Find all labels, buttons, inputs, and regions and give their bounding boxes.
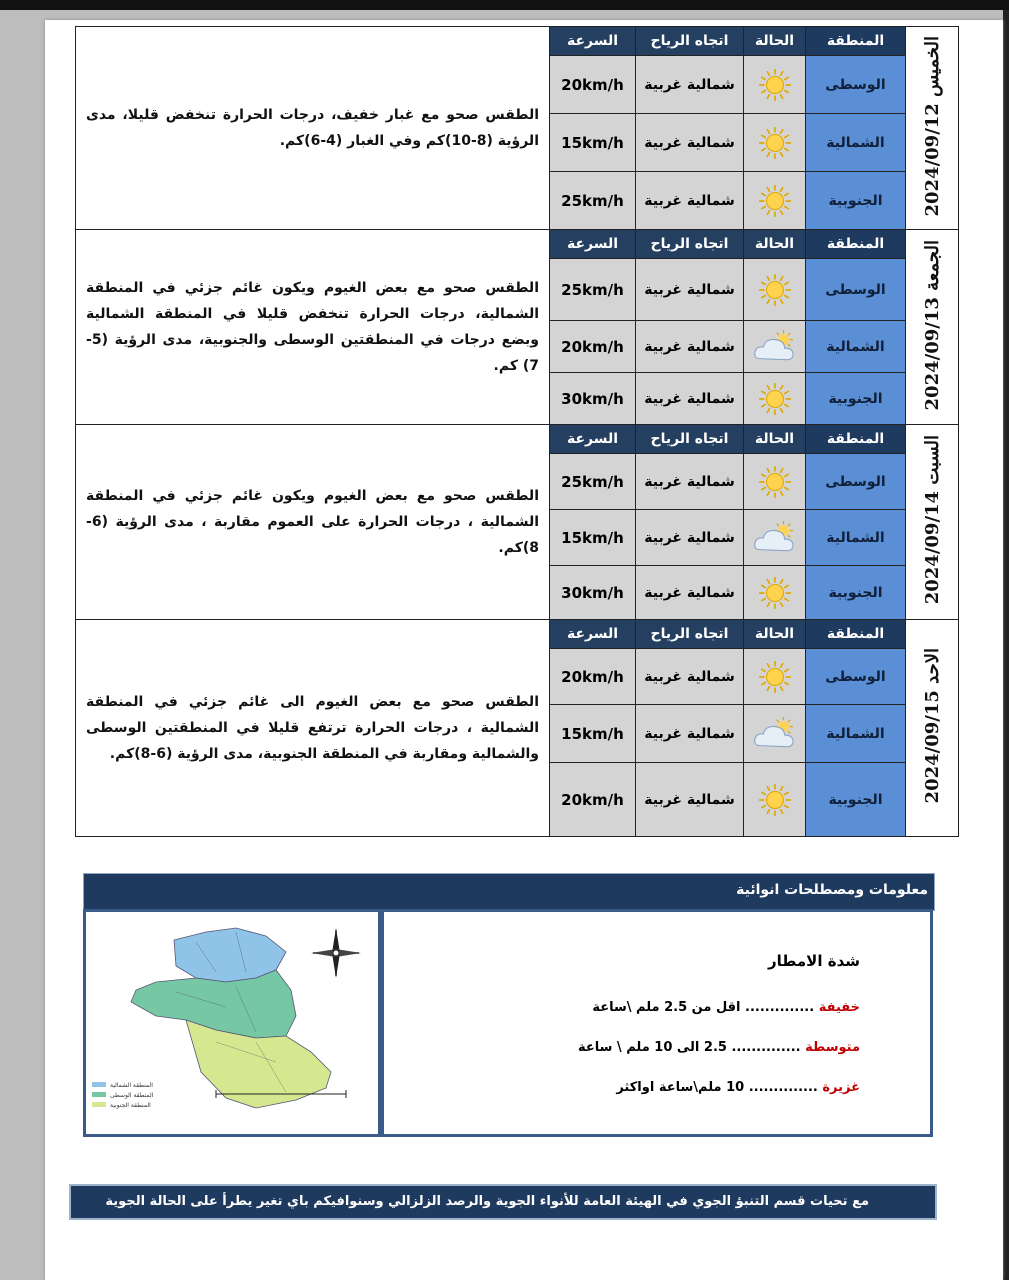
map-legend-middle: المنطقة الوسطى (110, 1092, 154, 1099)
rain-intensity-title: شدة الامطار (768, 952, 860, 970)
region-name: الوسطى (806, 649, 906, 705)
footer-banner (69, 1184, 937, 1220)
forecast-table (75, 26, 959, 837)
sun-icon (744, 56, 806, 114)
wind-speed: 30km/h (550, 373, 636, 425)
header-speed: السرعة (550, 27, 636, 56)
day-date: السبت 2024/09/14 (906, 425, 959, 620)
wind-speed: 25km/h (550, 259, 636, 321)
header-condition: الحالة (744, 27, 806, 56)
wind-direction: شمالية غربية (636, 56, 744, 114)
header-wind-direction: اتجاه الرياح (636, 620, 744, 649)
day-description: الطقس صحو مع بعض الغيوم ويكون غائم جزئي في المنطقة الشمالية، درجات الحرارة تنخفض قليلا في المنطقة الشمالية وبضع درجات في المنطقتين الوسطى والجنوبية، مدى الرؤية (5-7) كم. (76, 230, 550, 425)
right-edge (1003, 10, 1009, 1280)
top-edge (0, 0, 1009, 10)
region-name: الوسطى (806, 259, 906, 321)
wind-speed: 15km/h (550, 705, 636, 763)
region-name: الجنوبية (806, 373, 906, 425)
header-speed: السرعة (550, 230, 636, 259)
region-name: الجنوبية (806, 566, 906, 620)
wind-direction: شمالية غربية (636, 454, 744, 510)
info-band (83, 873, 935, 911)
wind-speed: 20km/h (550, 56, 636, 114)
partly-cloudy-icon (744, 321, 806, 373)
sun-icon (744, 373, 806, 425)
wind-speed: 20km/h (550, 763, 636, 837)
sun-icon (744, 114, 806, 172)
term-moderate: متوسطة .............. 2.5 الى 10 ملم \ ساعة (577, 1040, 860, 1055)
document-page (45, 20, 1003, 1280)
day-header-row (76, 620, 959, 649)
day-date: الجمعة 2024/09/13 (906, 230, 959, 425)
header-wind-direction: اتجاه الرياح (636, 425, 744, 454)
header-region: المنطقة (806, 230, 906, 259)
region-name: الوسطى (806, 454, 906, 510)
wind-speed: 30km/h (550, 566, 636, 620)
day-description: الطقس صحو مع بعض الغيوم ويكون غائم جزئي في المنطقة الشمالية ، درجات الحرارة على العموم مقاربة ، مدى الرؤية (6-8)كم. (76, 425, 550, 620)
term-heavy: غزيرة .............. 10 ملم\ساعة اواكثر (616, 1080, 860, 1095)
region-name: الشمالية (806, 705, 906, 763)
wind-direction: شمالية غربية (636, 510, 744, 566)
header-condition: الحالة (744, 620, 806, 649)
map-legend-south: المنطقة الجنوبية (110, 1102, 151, 1109)
wind-direction: شمالية غربية (636, 114, 744, 172)
wind-direction: شمالية غربية (636, 763, 744, 837)
sun-icon (744, 172, 806, 230)
region-name: الجنوبية (806, 763, 906, 837)
header-region: المنطقة (806, 27, 906, 56)
iraq-map-box (83, 909, 381, 1137)
compass-rose-icon (311, 928, 361, 978)
rain-terms-box (381, 909, 933, 1137)
sun-icon (744, 763, 806, 837)
wind-speed: 15km/h (550, 114, 636, 172)
sun-icon (744, 649, 806, 705)
day-date: الخميس 2024/09/12 (906, 27, 959, 230)
term-light: خفيفة .............. اقل من 2.5 ملم \ساعة (592, 1000, 860, 1015)
wind-speed: 25km/h (550, 172, 636, 230)
wind-direction: شمالية غربية (636, 566, 744, 620)
wind-direction: شمالية غربية (636, 373, 744, 425)
header-wind-direction: اتجاه الرياح (636, 27, 744, 56)
wind-direction: شمالية غربية (636, 649, 744, 705)
region-name: الوسطى (806, 56, 906, 114)
header-wind-direction: اتجاه الرياح (636, 230, 744, 259)
sun-icon (744, 259, 806, 321)
sun-icon (744, 454, 806, 510)
region-name: الشمالية (806, 321, 906, 373)
wind-direction: شمالية غربية (636, 172, 744, 230)
wind-direction: شمالية غربية (636, 321, 744, 373)
wind-direction: شمالية غربية (636, 259, 744, 321)
day-date: الاحد 2024/09/15 (906, 620, 959, 837)
map-legend-north: المنطقة الشمالية (110, 1082, 153, 1089)
region-name: الشمالية (806, 510, 906, 566)
day-header-row (76, 230, 959, 259)
header-condition: الحالة (744, 425, 806, 454)
wind-speed: 15km/h (550, 510, 636, 566)
wind-direction: شمالية غربية (636, 705, 744, 763)
day-description: الطقس صحو مع بعض الغيوم الى غائم جزئي في المنطقة الشمالية ، درجات الحرارة ترتفع قليلا في المنطقتين الوسطى والشمالية ومقاربة في المنطقة الجنوبية، مدى الرؤية (6-8)كم. (76, 620, 550, 837)
wind-speed: 20km/h (550, 649, 636, 705)
day-description: الطقس صحو مع غبار خفيف، درجات الحرارة تنخفض قليلا، مدى الرؤية (8-10)كم وفي الغبار (4-6)كم. (76, 27, 550, 230)
day-header-row (76, 425, 959, 454)
sun-icon (744, 566, 806, 620)
wind-speed: 20km/h (550, 321, 636, 373)
header-speed: السرعة (550, 620, 636, 649)
header-region: المنطقة (806, 425, 906, 454)
wind-speed: 25km/h (550, 454, 636, 510)
footer-text: مع تحيات قسم التنبؤ الجوي في الهيئة العامة للأنواء الجوية والرصد الزلزالي وسنوافيكم باي تغير يطرأ على الحالة الجوية (105, 1194, 869, 1209)
header-speed: السرعة (550, 425, 636, 454)
info-title: معلومات ومصطلحات انوائية (736, 882, 928, 898)
partly-cloudy-icon (744, 705, 806, 763)
header-region: المنطقة (806, 620, 906, 649)
iraq-regions-map-icon (86, 912, 378, 1134)
partly-cloudy-icon (744, 510, 806, 566)
day-header-row (76, 27, 959, 56)
region-name: الشمالية (806, 114, 906, 172)
region-name: الجنوبية (806, 172, 906, 230)
header-condition: الحالة (744, 230, 806, 259)
